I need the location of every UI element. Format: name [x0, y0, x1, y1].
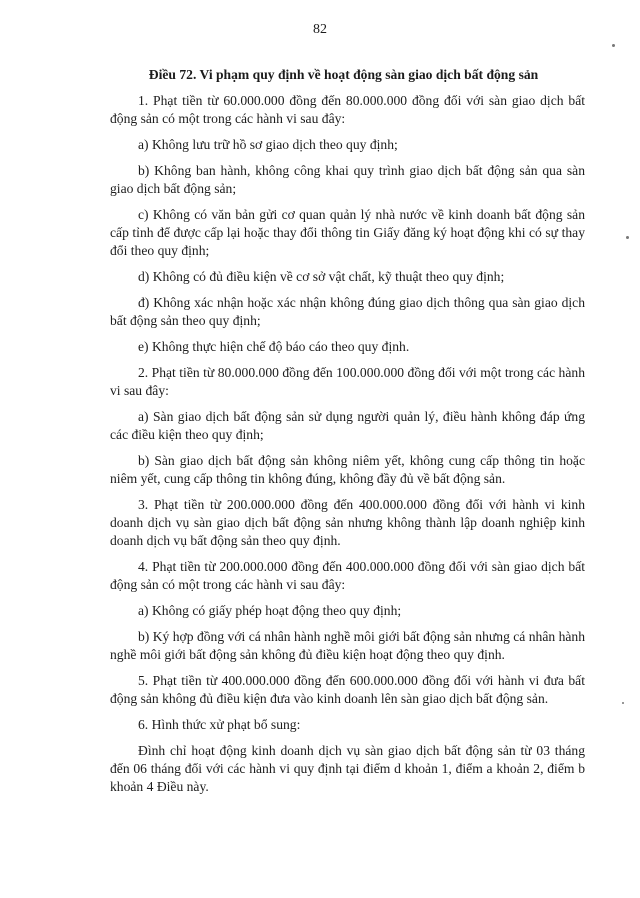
paragraph: a) Không có giấy phép hoạt động theo quy định; [138, 603, 402, 618]
paragraph: đ) Không xác nhận hoặc xác nhận không đúng giao dịch thông qua sàn giao dịch bất động sản theo quy định; [110, 295, 585, 328]
document-body [110, 66, 585, 804]
paragraph: 6. Hình thức xử phạt bổ sung: [138, 717, 301, 732]
scan-speck [626, 236, 629, 239]
paragraph: b) Không ban hành, không công khai quy trình giao dịch bất động sản qua sàn giao dịch bất động sản; [110, 163, 585, 196]
paragraph: 3. Phạt tiền từ 200.000.000 đồng đến 400.000.000 đồng đối với hành vi kinh doanh dịch vụ sàn giao dịch bất động sản nhưng không thành lập doanh nghiệp kinh doanh dịch vụ bất động sản theo quy định. [110, 497, 585, 548]
paragraph: b) Sàn giao dịch bất động sản không niêm yết, không cung cấp thông tin hoặc niêm yết, cung cấp thông tin không đúng, không đầy đủ về bất động sản. [110, 453, 585, 486]
paragraph: a) Sàn giao dịch bất động sản sử dụng người quản lý, điều hành không đáp ứng các điều kiện theo quy định; [110, 409, 585, 442]
article-title: Điều 72. Vi phạm quy định về hoạt động sàn giao dịch bất động sản [148, 67, 539, 82]
paragraph: c) Không có văn bản gửi cơ quan quản lý nhà nước về kinh doanh bất động sản cấp tỉnh để được cấp lại hoặc thay đổi thông tin Giấy đăng ký hoạt động khi có sự thay đổi theo quy định; [110, 207, 585, 258]
paragraph: 4. Phạt tiền từ 200.000.000 đồng đến 400.000.000 đồng đối với sàn giao dịch bất động sản có một trong các hành vi sau đây: [110, 559, 585, 592]
paragraph: 5. Phạt tiền từ 400.000.000 đồng đến 600.000.000 đồng đối với hành vi đưa bất động sản không đủ điều kiện đưa vào kinh doanh lên sàn giao dịch bất động sản. [110, 673, 585, 706]
paragraph: 1. Phạt tiền từ 60.000.000 đồng đến 80.000.000 đồng đối với sàn giao dịch bất động sản có một trong các hành vi sau đây: [110, 93, 585, 126]
paragraph: b) Ký hợp đồng với cá nhân hành nghề môi giới bất động sản nhưng cá nhân hành nghề môi giới bất động sản không đủ điều kiện hoạt động theo quy định. [110, 629, 585, 662]
scan-speck [622, 702, 624, 704]
paragraph: e) Không thực hiện chế độ báo cáo theo quy định. [138, 339, 410, 354]
paragraph: a) Không lưu trữ hồ sơ giao dịch theo quy định; [138, 137, 398, 152]
scan-speck [612, 44, 615, 47]
paragraph: 2. Phạt tiền từ 80.000.000 đồng đến 100.000.000 đồng đối với một trong các hành vi sau đây: [110, 365, 585, 398]
paragraph: Đình chỉ hoạt động kinh doanh dịch vụ sàn giao dịch bất động sản từ 03 tháng đến 06 tháng đối với các hành vi quy định tại điểm d khoản 1, điểm a khoản 2, điểm b khoản 4 Điều này. [110, 743, 585, 794]
paragraph: d) Không có đủ điều kiện về cơ sở vật chất, kỹ thuật theo quy định; [138, 269, 505, 284]
page-number: 82 [313, 22, 327, 37]
